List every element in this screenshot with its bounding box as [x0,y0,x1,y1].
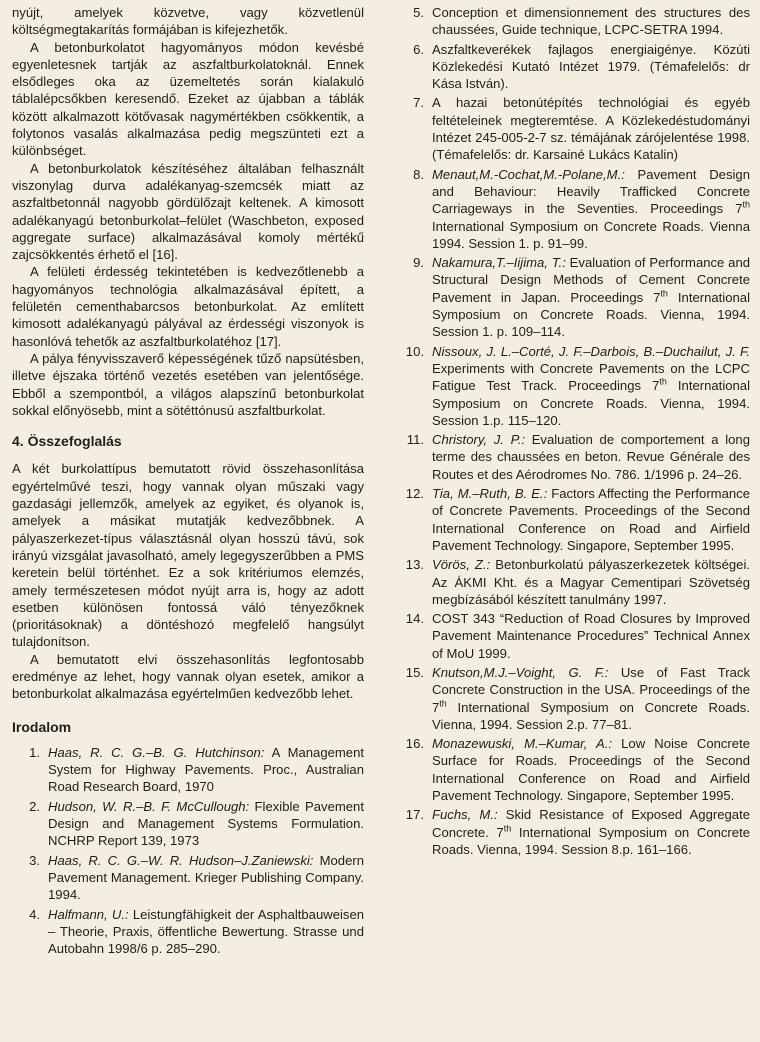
reference-title: Evaluation of Performance and Structural Design Methods of Cement Concrete Pavement in Japan. Proceedings 7 [432,255,751,305]
reference-authors: Halfmann, U.: [48,906,129,922]
reference-number: 12. [405,486,424,502]
reference-title: Modern Pavement Management. Krieger Publishing Company. 1994. [48,852,364,903]
reference-text [432,485,750,554]
reference-item [402,431,750,483]
reference-item [402,254,750,340]
reference-authors: Fuchs, M.: [432,807,498,823]
reference-title: A Management System for Highway Pavements. Proc., Australian Road Research Board, 1970 [48,744,364,795]
paragraph: A felületi érdesség tekintetében is kedvezőtlenebb a hagyományos technológia alkalmazásával épített, a felületén cementhabarcsos betonburkolat. Az említett kimosott adalékanyagú pályával az érdességi viszonyok is hasonlóvá tehetők az aszfaltburkolatéhoz [17]. [12,264,364,349]
reference-title-cont: International Symposium on Concrete Roads. Vienna, 1994. Session 1. p. 109–114. [432,289,750,340]
reference-authors: Haas, R. C. G.–W. R. Hudson–J.Zaniewski: [48,852,314,868]
reference-number: 6. [413,41,424,57]
reference-title-cont: International Symposium on Concrete Roads. Vienna, 1994. Session 2.p. 77–81. [432,699,750,732]
reference-text [432,610,750,662]
reference-authors: Tia, M.–Ruth, B. E.: [432,486,548,502]
reference-text [432,4,750,39]
reference-authors: Monazewuski, M.–Kumar, A.: [432,736,613,752]
paragraph: A pálya fényvisszaverő képességének tűző napsütésben, illetve éjszaka történő vezetés esetében van jelentősége. Ebből a szempontból, a világos alapszínű betonburkolat sokkal előnyösebb, mint a sötéttónusú aszfaltburkolat. [12,350,364,418]
reference-item [12,852,364,904]
reference-authors: Nakamura,T.–Iijima, T.: [432,255,566,271]
reference-title: COST 343 “Reduction of Road Closures by Improved Pavement Maintenance Procedures” Technical Annex of MoU 1999. [432,611,750,661]
reference-title: Factors Affecting the Performance of Concrete Pavements. Proceedings of the Second International Conference on Road and Airfield Pavement Technology. Singapore, September 1995. [432,486,750,553]
reference-title: Conception et dimensionnement des structures des chaussées, Guide technique, LCPC-SETRA 1994. [432,5,750,38]
ordinal-suffix: th [659,376,667,387]
reference-text [432,254,750,340]
reference-title: Use of Fast Track Concrete Construction in the USA. Proceedings of the 7 [432,664,750,715]
reference-title: A hazai betonútépítés technológiai és egyéb feltételeinek megteremtése. A Közlekedéstudományi Intézet 245-005-2-7 sz. témájának zárójelentése 1998. (Témafelelős: dr. Karsainé Lukács Katalin) [432,95,750,163]
reference-item [402,664,750,733]
ordinal-suffix: th [660,288,668,299]
reference-title: Evaluation de comportement a long terme des chaussées en beton. Revue Générale des Routes et des Aérodromes No. 786. 1/1996 p. 24–26. [432,432,750,482]
section-heading: 4. Összefoglalás [12,433,122,450]
reference-title: Flexible Pavement Design and Management Systems Formulation. NCHRP Report 139, 1973 [48,798,364,849]
reference-text [48,906,364,958]
paragraph: nyújt, amelyek közvetve, vagy közvetlenül költségmegtakarítás formájában is kifejezhetők. [12,5,364,38]
reference-number: 13. [405,557,424,573]
reference-text [432,94,750,163]
reference-number: 3. [29,852,40,868]
reference-item [12,798,364,850]
left-column [12,4,364,959]
reference-authors: Vörös, Z.: [432,557,491,573]
reference-item [402,806,750,858]
references-heading: Irodalom [12,718,72,735]
reference-number: 16. [405,736,424,752]
reference-text [432,806,750,858]
right-column [402,4,750,860]
reference-number: 15. [405,664,424,680]
paragraph: A betonburkolatot hagyományos módon kevésbé egyenletesnek tartják az aszfaltburkolatoknál. Ennek elsődleges oka az üzemeltetés során kialakuló táblalépcsőkben keresendő. Ezeket az újabban a táblák között alkalmazott kötővasak nagymértékben csökkentik, a folytonos vasalás alkalmazása pedig megszünteti ezt a különbséget. [12,39,364,159]
reference-item [402,41,750,93]
reference-item [402,485,750,554]
ordinal-suffix: th [503,823,512,834]
reference-item [402,166,750,252]
reference-text [432,41,750,93]
reference-number: 7. [413,95,424,111]
reference-authors: Haas, R. C. G.–B. G. Hutchinson: [48,744,265,760]
paragraph: A bemutatott elvi összehasonlítás legfontosabb eredménye az lehet, hogy vannak olyan esetek, amikor a betonburkolat alkalmazása egyértelműen kedvezőbb lehet. [12,651,364,702]
reference-number: 5. [413,5,424,20]
reference-text [48,744,364,796]
reference-title: Skid Resistance of Exposed Aggregate Concrete. 7 [432,807,750,840]
reference-title: Leistungfähigkeit der Asphaltbauweisen – Theorie, Praxis, öffentliche Bewertung. Strasse und Autobahn 1998/6 p. 285–290. [48,906,365,957]
reference-text [432,431,750,483]
reference-authors: Knutson,M.J.–Voight, G. F.: [432,664,609,680]
reference-title: Low Noise Concrete Surface for Roads. Proceedings of the Second International Conference on Road and Airfield Pavement Technology. Singapore, September 1995. [432,736,750,804]
reference-text [432,556,750,608]
reference-number: 8. [413,166,424,182]
reference-item [12,906,364,958]
reference-text [432,735,750,804]
reference-text [432,664,750,733]
reference-number: 1. [29,744,40,760]
reference-title-cont: International Symposium on Concrete Roads. Vienna, 1994. Session 8.p. 161–166. [432,824,750,857]
reference-title: Aszfaltkeverékek fajlagos energiaigénye. Közúti Közlekedési Kutató Intézet 1979. (Témafelelős: dr Kása István). [432,41,750,92]
reference-number: 17. [405,807,424,823]
paragraph: A betonburkolatok készítéséhez általában felhasznált viszonylag durva adalékanyag-szemcsék miatt az aszfaltbetonnál nagyobb gördülőzajt keltenek. A kimosott adalékanyagú betonburkolat–felület (Waschbeton, exposed aggregate surface) alkalmazásával komoly mértékű zajcsökkentés érhető el [16]. [12,160,364,263]
ordinal-suffix: th [742,199,750,210]
ordinal-suffix: th [439,698,447,709]
reference-text [432,343,750,429]
reference-text [432,166,750,252]
reference-list-left [12,744,364,958]
reference-item [402,610,750,662]
reference-number: 11. [406,432,424,448]
reference-item [12,744,364,796]
reference-item [402,94,750,163]
reference-number: 4. [29,906,40,922]
reference-number: 14. [405,611,424,627]
reference-item [402,343,750,429]
reference-authors: Hudson, W. R.–B. F. McCullough: [48,798,250,814]
reference-authors: Menaut,M.-Cochat,M.-Polane,M.: [432,166,625,182]
reference-number: 10. [405,343,424,359]
reference-text [48,852,364,904]
reference-authors: Christory, J. P.: [432,432,525,448]
reference-item [402,556,750,608]
reference-number: 2. [29,798,40,814]
paragraph: A két burkolattípus bemutatott rövid összehasonlítása egyértelművé teszi, hogy vannak olyan műszaki vagy gazdasági jellemzők, amelyek az egyiket, és olyanok is, amelyek a másikat mutatják kedvezőbbnek. A pályaszerkezet-típus választásnál olyan hosszú távú, sok irányú vizsgálat javasolható, amely legegyszerűbben a PMS keretein belül történhet. Ez a sok kritériumos elemzés, amely természetesen módot nyújt arra is, hogy az adott esetben különösen fontossá váló tényezőknek (prioritásoknak) a döntéshozó megfelelő hangsúlyt tulajdonítson. [12,461,364,650]
reference-list-right [402,4,750,858]
reference-number: 9. [413,255,424,271]
reference-title: Experiments with Concrete Pavements on the LCPC Fatigue Test Track. Proceedings 7 [432,360,750,394]
reference-item [402,735,750,804]
reference-title-cont: International Symposium on Concrete Roads. Vienna, 1994. Session 1.p. 115–120. [432,378,750,428]
reference-title: Pavement Design and Behaviour: Heavily Trafficked Concrete Carriageways in the Seventies. Proceedings 7 [432,166,750,217]
reference-title-cont: International Symposium on Concrete Roads. Vienna 1994. Session 1. p. 91–99. [432,218,750,251]
reference-title: Betonburkolatú pályaszerkezetek költségei. Az ÁKMI Kht. és a Magyar Cementipari Szövetség megbízásából készített tanulmány 1997. [432,557,750,607]
reference-text [48,798,364,850]
reference-authors: Nissoux, J. L.–Corté, J. F.–Darbois, B.–Duchailut, J. F. [432,343,750,359]
reference-item [402,4,750,39]
